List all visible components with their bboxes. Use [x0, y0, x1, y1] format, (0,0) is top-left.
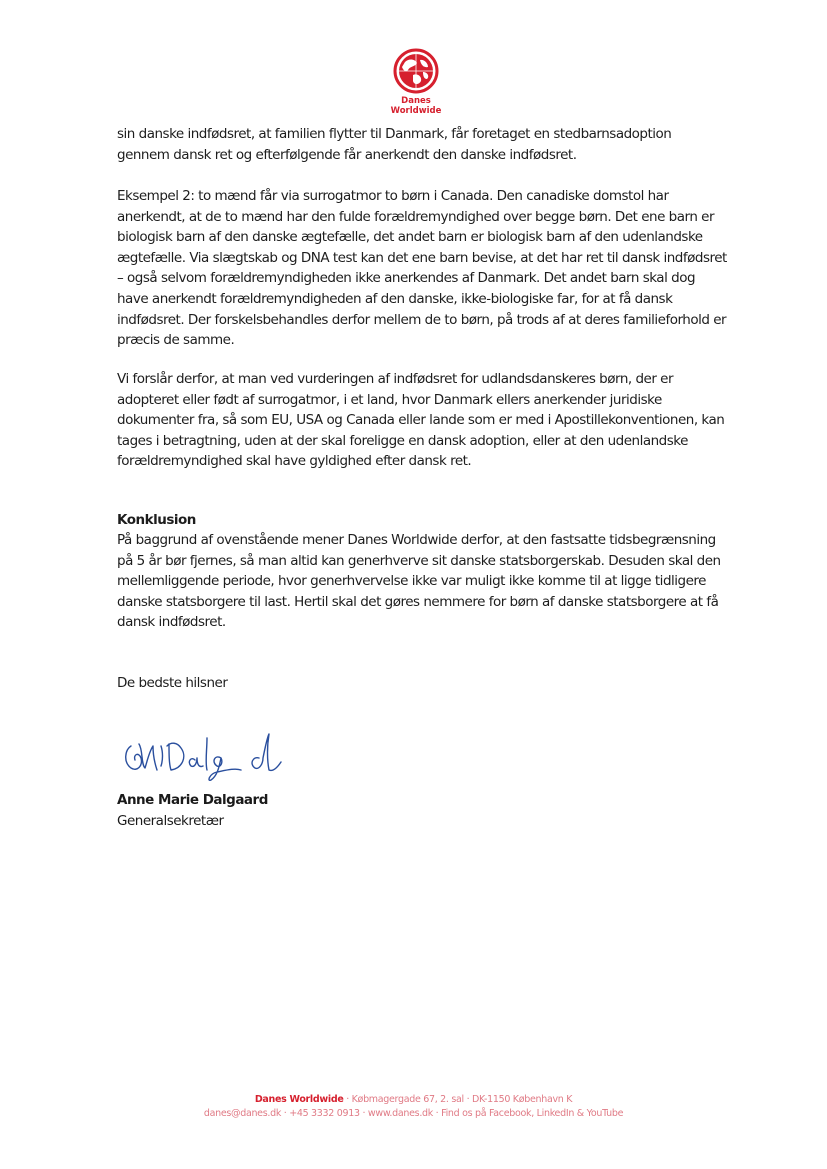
conclusion-paragraph: På baggrund af ovenstående mener Danes Worldwide derfor, at den fastsatte tidsbegrænsning på 5 år bør fjernes, så man altid kan generhverve sit danske statsborgerskab. Desuden skal den mellemliggende periode, hvor generhvervelse ikke var muligt ikke komme til at ligge tidligere danske statsborgere til last. Hertil skal det gøres nemmere for børn af danske statsborgere at få dansk indfødsret. [117, 532, 721, 631]
signer-title: Generalsekretær [117, 813, 224, 829]
letterhead-logo [376, 48, 456, 116]
letter-footer [0, 1093, 827, 1121]
globe-logo-icon [393, 48, 439, 94]
body-paragraph: Vi forslår derfor, at man ved vurderingen af indfødsret for udlandsdanskeres børn, der er adopteret eller født af surrogatmor, i et land, hvor Danmark ellers anerkender juridiske dokumenter fra, så som EU, USA og Canada eller lande som er med i Apostillekonventionen, kan tages i betragtning, uden at der skal foreligge en dansk adoption, eller at den udenlandske forældremyndighed skal have gyldighed efter dansk ret. [117, 371, 725, 470]
footer-address-line [0, 1093, 827, 1107]
footer-org-name: Danes Worldwide [254, 1094, 344, 1105]
section-heading: Konklusion [117, 512, 196, 528]
body-paragraph: Eksempel 2: to mænd får via surrogatmor to børn i Canada. Den canadiske domstol har anerkendt, at de to mænd har den fulde forældremyndighed over begge børn. Det ene barn er biologisk barn af den danske ægtefælle, det andet barn er biologisk barn af den udenlandske ægtefælle. Via slægtskab og DNA test kan det ene barn bevise, at det har ret til dansk indfødsret – også selvom forældremyndigheden ikke anerkendes af Danmark. Det andet barn skal dog have anerkendt forældremyndigheden af den danske, ikke-biologiske far, for at få dansk indfødsret. Der forskelsbehandles derfor mellem de to børn, på trods af at deres familieforhold er præcis de samme. [117, 188, 727, 349]
logo-wordmark: Danes Worldwide [390, 96, 442, 116]
footer-address: · Købmagergade 67, 2. sal · DK-1150 København K [343, 1094, 573, 1105]
closing-salutation: De bedste hilsner [117, 675, 228, 691]
handwritten-signature [117, 728, 297, 784]
body-paragraph: sin danske indfødsret, at familien flytter til Danmark, får foretaget en stedbarnsadoption gennem dansk ret og efterfølgende får anerkendt den danske indfødsret. [117, 126, 672, 163]
signer-name: Anne Marie Dalgaard [117, 792, 268, 808]
footer-contact-line: danes@danes.dk · +45 3332 0913 · www.danes.dk · Find os på Facebook, LinkedIn & YouTube [203, 1108, 624, 1119]
